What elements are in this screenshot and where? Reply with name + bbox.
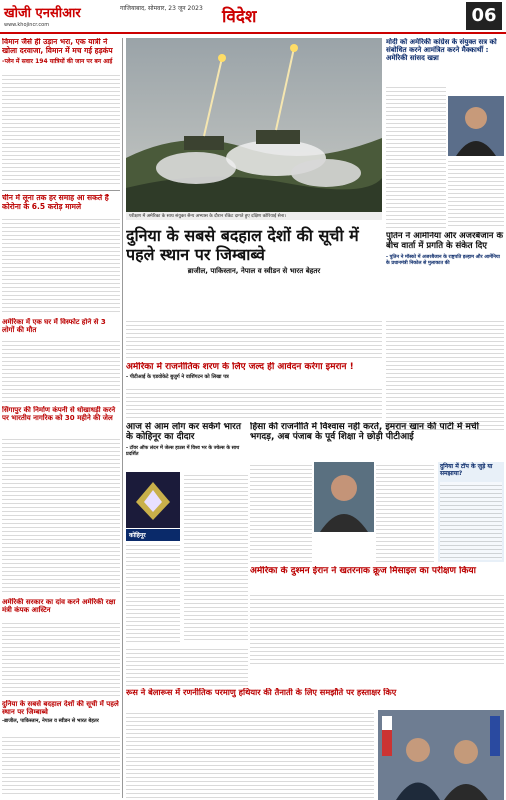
story-subhead: -प्लेन में सवार 194 यात्रियों की जान पर बन आई	[2, 58, 113, 66]
story-body	[2, 734, 120, 796]
story-singapore	[2, 406, 120, 596]
story-headline: चीन में लूना तक हर समाह आ सकते हैं कोरोना के 6.5 करोड़ मामले	[2, 194, 109, 211]
story-russia-belarus	[126, 688, 504, 800]
section-title: विदेश	[222, 7, 257, 27]
story-modi	[386, 38, 504, 228]
photo-caption: परीक्षण में अमेरिका के साथ संयुक्त सैन्य अभ्यास के दौरान रॉकेट दागते हुए दक्षिण कोरियाई सेना।	[126, 212, 382, 220]
page-number: 06	[466, 2, 502, 30]
story-body	[250, 462, 312, 562]
story-iran-missile	[250, 566, 504, 666]
story-body	[386, 84, 446, 228]
story-body	[376, 462, 434, 562]
kohinoor-photo	[126, 472, 180, 528]
story-subhead: -ब्राजील, पाकिस्तान, नेपाल व स्वीडन से भारत बेहतर	[2, 718, 99, 725]
left-column	[2, 38, 120, 798]
story-body	[440, 482, 502, 560]
story-putin	[386, 232, 504, 432]
rocket-launch-image	[126, 38, 382, 220]
story-imran-asylum	[126, 362, 382, 420]
story-kohinoor	[126, 422, 248, 642]
story-body	[126, 542, 180, 642]
main-photo	[126, 38, 382, 220]
story-headline: अमेरिका में एक घर में विस्फोट होने से 3 लोगों की मौत	[2, 318, 106, 335]
story-subhead: - टॉवर ऑफ लंदन में जेल्स हाउस में विश्व भर के ज्वेल्स के साथ प्रदर्शित	[126, 445, 240, 457]
lead-subhead: ब्राजील, पाकिस्तान, नेपाल व स्वीडन से भारत बेहतर	[187, 267, 321, 276]
story-body	[2, 72, 120, 186]
russia-photo	[378, 710, 504, 800]
story-zimbabwe-brief	[2, 700, 120, 798]
story-body-extra	[126, 646, 248, 686]
brand-name: खोजी एनसीआर	[4, 6, 81, 21]
story-headline: पुतिन ने आर्मेनिया और अजरबैजान के बीच वार्ता में प्रगति के संकेत दिए	[386, 232, 503, 251]
story-china-covid	[2, 194, 120, 314]
lead-story	[126, 226, 382, 316]
story-headline: हिंसा की राजनीति में विश्वास नहीं करते, इमरान खान की पार्टी में मची भगदड़, अब पंजाब के पूर्व शिक्षा ने छोड़ी पीटीआई	[250, 422, 479, 443]
story-body	[126, 386, 382, 420]
story-headline: आज से आम लोग कर सकेंगे भारत के कोहिनूर का दीदार	[126, 422, 241, 443]
side-question-title: दुनिया में टॉप के जुड़े या समझाया?	[440, 463, 493, 477]
kohinoor-caption: कोहिनूर	[126, 529, 180, 541]
story-headline: अमेरिका में राजनीतिक शरण के लिए जल्द ही आवेदन करेगा इमरान !	[126, 362, 354, 372]
masthead	[0, 0, 506, 34]
story-body	[448, 158, 504, 226]
story-headline: अमेरिका के दुश्मन ईरान ने खतरनाक क्रूज मिसाइल का परीक्षण किया	[250, 566, 476, 576]
story-headline: सिंगापुर की निर्माण कंपनी से धोखाधड़ी करने पर भारतीय नागरिक को 30 महीने की जेल	[2, 406, 116, 423]
edition-text: www.khojincr.com	[4, 22, 50, 28]
story-defence	[2, 598, 120, 698]
portrait-photo	[448, 96, 504, 156]
story-headline: रूस ने बेलारूस में रणनीतिक परमाणु हथियार की तैनाती के लिए समझौते पर हस्ताक्षर किए	[126, 688, 397, 697]
imran-photo	[314, 462, 374, 532]
dateline: गाजियाबाद, सोमवार, 23 जून 2023	[120, 5, 203, 12]
story-body	[386, 318, 504, 430]
lead-headline: दुनिया के सबसे बदहाल देशों की सूची में पहले स्थान पर जिम्बाब्वे	[126, 226, 359, 265]
side-question	[438, 462, 504, 562]
column-divider	[122, 38, 123, 798]
story-pti-exodus	[250, 422, 504, 562]
story-headline: मोदी को अमेरिकी कांग्रेस के संयुक्त सत्र को संबोधित करने आमंत्रित करने मैक्कार्थी : अमेरिकी सांसद खन्ना	[386, 38, 497, 63]
story-body	[2, 436, 120, 594]
story-body	[184, 472, 248, 642]
story-us-blast	[2, 318, 120, 403]
story-body	[2, 338, 120, 402]
story-body	[2, 620, 120, 696]
story-subhead: - पीटीआई के एडवोकेटे बुजुर्ग ने वाशिंगटन को लिखा पत्र	[126, 374, 229, 381]
story-headline: अमेरिकी सरकार का दांव करने अमेरिकी रक्षा मंत्री कंपक आस्टिन	[2, 598, 116, 615]
story-body	[2, 216, 120, 312]
divider	[2, 190, 120, 191]
lead-body	[126, 318, 382, 358]
story-headline: दुनिया के सबसे बदहाल देशों की सूची में पहले स्थान पर जिम्बाब्वे	[2, 700, 119, 717]
story-plane	[2, 38, 120, 188]
story-subhead: - पुतिन ने मॉस्को में अजरबैजान के राष्ट्रपति इल्हाम और आर्मेनिया के प्रधानमंत्री निकोल से मुलाकात की	[386, 254, 500, 266]
story-headline: विमान जैसे ही उड़ान भरा, एक यात्री ने खोला दरवाजा, विमान में मच गई हड़कंप	[2, 38, 113, 55]
story-body	[250, 592, 504, 666]
story-body	[126, 710, 374, 800]
